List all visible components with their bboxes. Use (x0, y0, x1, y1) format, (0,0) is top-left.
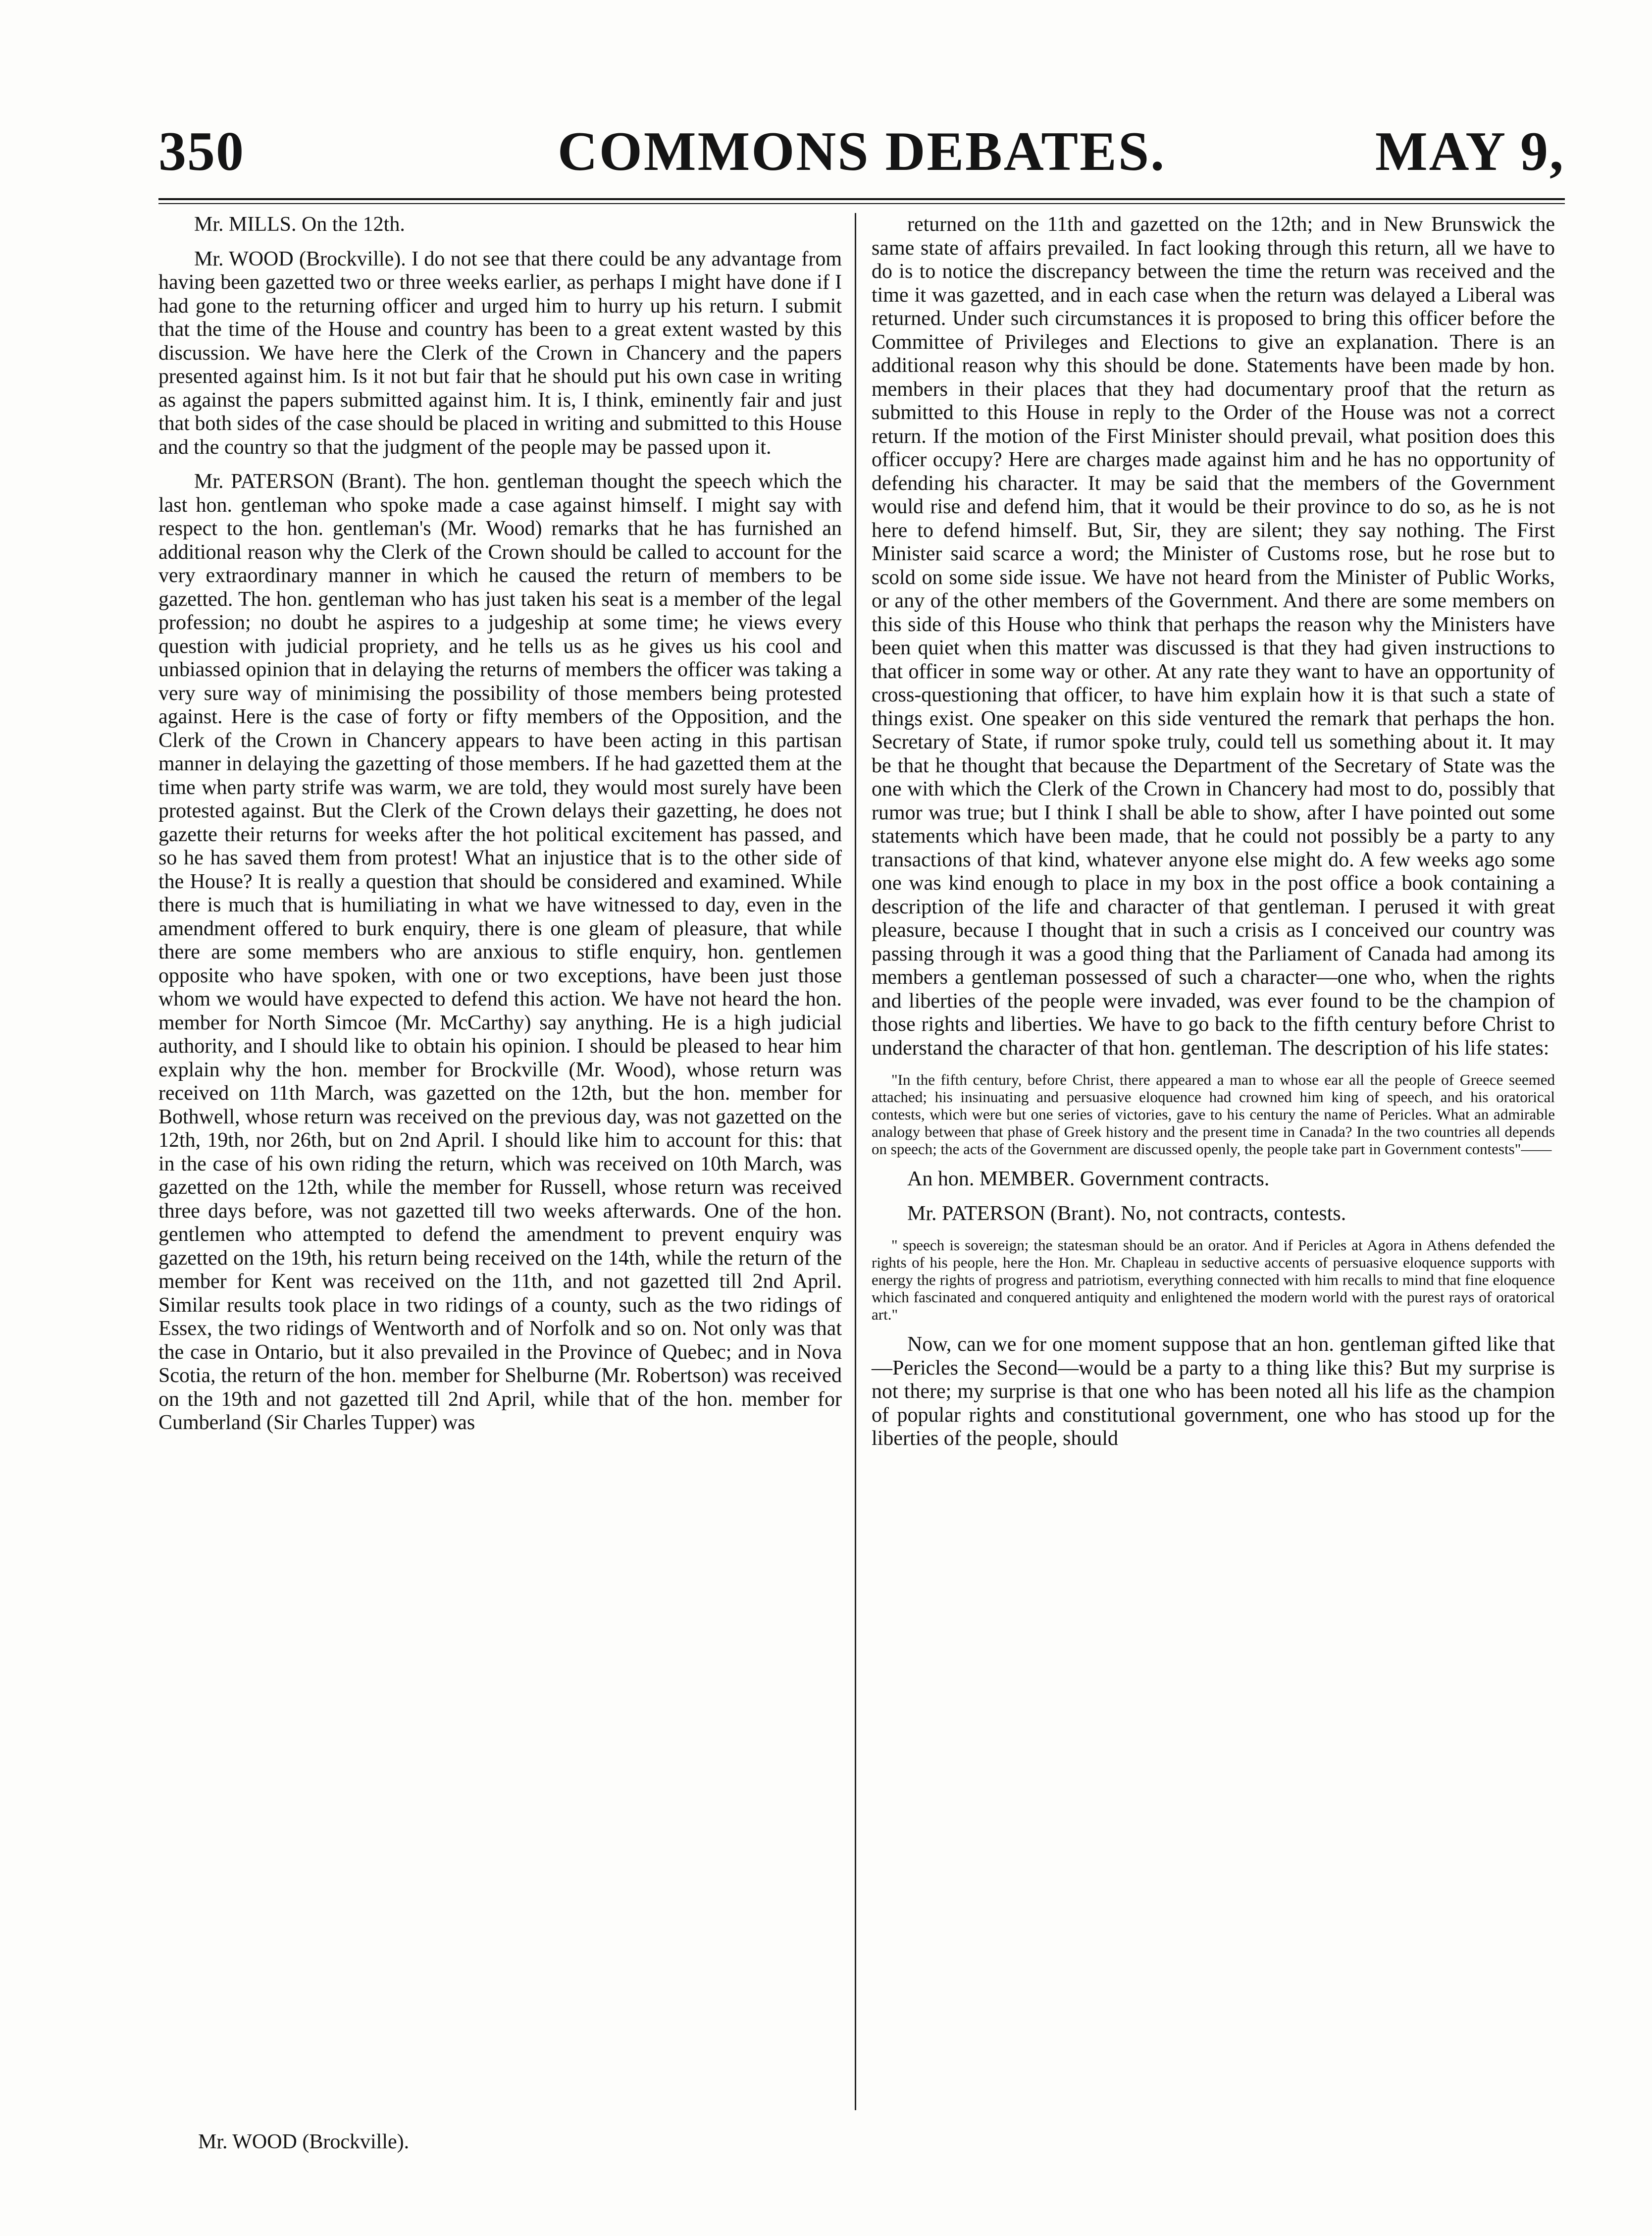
paragraph: Mr. MILLS. On the 12th. (194, 213, 405, 236)
block-quote: " speech is sovereign; the statesman should be an orator. And if Pericles at Agora in Athens defended the rights of his people, here the Hon. Mr. Chapleau in seductive accents of persuasive eloquence supports with energy the rights of progress and patriotism, everything connected with him recalls to mind that fine eloquence which fascinated and conquered antiquity and enlightened the modern world with the purest rays of oratorical art." (872, 1236, 1555, 1323)
header-rule (158, 198, 1565, 200)
paragraph: Mr. PATERSON (Brant). The hon. gentleman thought the speech which the last hon. gentleman who spoke made a case against himself. I might say with respect to the hon. gentleman's (Mr. Wood) remarks that he has furnished an additional reason why the Clerk of the Crown should be called to account for the very extraordinary manner in which he caused the return of members to be gazetted. The hon. gentleman who has just taken his seat is a member of the legal profession; no doubt he aspires to a judgeship at some time; he views every question with judicial propriety, and he tells us as he gives us his cool and unbiassed opinion that in delaying the returns of members the officer was taking a very sure way of minimising the possibility of those members being protested against. Here is the case of forty or fifty members of the Opposition, and the Clerk of the Crown in Chancery appears to have been acting in this partisan manner in delaying the gazetting of those members. If he had gazetted them at the time when party strife was warm, we are told, they would most surely have been protested against. But the Clerk of the Crown delays their gazetting, he does not gazette their returns for weeks after the hot political excitement has passed, and so he has saved them from protest! What an injustice that is to the other side of the House? It is really a question that should be considered and examined. While there is much that is humiliating in what we have witnessed to day, even in the amendment offered to burk enquiry, there is one gleam of pleasure, that while there are some members who are anxious to stifle enquiry, hon. gentlemen opposite who have spoken, with one or two exceptions, have been just those whom we would have expected to defend this action. We have not heard the hon. member for North Simcoe (Mr. McCarthy) say anything. He is a high judicial authority, and I should like to obtain his opinion. I should be pleased to hear him explain why the hon. member for Brockville (Mr. Wood), whose return was received on 11th March, was gazetted on the 12th, but the hon. member for Bothwell, whose return was received on the previous day, was not gazetted on the 12th, 19th, nor 26th, but on 2nd April. I should like him to account for this: that in the case of his own riding the return, which was received on 10th March, was gazetted on the 12th, while the member for Russell, whose return was received three days before, was not gazetted till two weeks afterwards. One of the hon. gentlemen who attempted to defend the amendment to prevent enquiry was gazetted on the 19th, his return being received on the 14th, while the return of the member for Kent was received on the 11th, and not gazetted till 2nd April. Similar results took place in two ridings of a county, such as the two ridings of Essex, the two ridings of Wentworth and of Norfolk and so on. Not only was that the case in Ontario, but it also prevailed in the Province of Quebec; and in Nova Scotia, the return of the hon. member for Shelburne (Mr. Robertson) was received on the 19th and not gazetted till 2nd April, while that of the hon. member for Cumberland (Sir Charles Tupper) was (158, 470, 842, 1434)
column-divider (855, 213, 856, 2110)
interjection: Mr. PATERSON (Brant). No, not contracts, contests. (907, 1202, 1346, 1225)
footer-speaker: Mr. WOOD (Brockville). (198, 2130, 410, 2153)
page-number: 350 (158, 121, 245, 182)
page-date: MAY 9, (1375, 121, 1565, 182)
left-column (158, 213, 842, 1446)
page-title: COMMONS DEBATES. (557, 121, 1166, 182)
page-header (158, 115, 1565, 194)
header-rule-thin (158, 203, 1565, 204)
interjection: An hon. MEMBER. Government contracts. (907, 1168, 1270, 1190)
paragraph: returned on the 11th and gazetted on the 12th; and in New Brunswick the same state of affairs prevailed. In fact looking through this return, all we have to do is to notice the discrepancy between the time the return was received and the time it was gazetted, and in each case when the return was delayed a Liberal was returned. Under such circumstances it is proposed to bring this officer before the Committee of Privileges and Elections to give an explanation. There is an additional reason why this should be done. Statements have been made by hon. members in their places that they had documentary proof that the return as submitted to this House in reply to the Order of the House was not a correct return. If the motion of the First Minister should prevail, what position does this officer occupy? Here are charges made against him and he has no opportunity of defending his character. It may be said that the members of the Government would rise and defend him, that it would be their province to do so, as he is not here to defend himself. But, Sir, they are silent; they say nothing. The First Minister said scarce a word; the Minister of Customs rose, but he rose but to scold on some side issue. We have not heard from the Minister of Public Works, or any of the other members of the Government. And there are some members on this side of this House who think that perhaps the reason why the Ministers have been quiet when this matter was discussed is that they had given instructions to that officer in some way or other. At any rate they want to have an opportunity of cross-questioning that officer, to have him explain how it is that such a state of things exist. One speaker on this side ventured the remark that perhaps the hon. Secretary of State, if rumor spoke truly, could tell us something about it. It may be that he thought that because the Department of the Secretary of State was the one with which the Clerk of the Crown in Chancery had most to do, possibly that rumor was true; but I think I shall be able to show, after I have pointed out some statements which have been made, that he could not possibly be a party to any transactions of that kind, whatever anyone else might do. A few weeks ago some one was kind enough to place in my box in the post office a book containing a description of the life and character of that gentleman. I perused it with great pleasure, because I thought that in such a crisis as I conceived our country was passing through it was a good thing that the Parliament of Canada had among its members a gentleman possessed of such a character—one who, when the rights and liberties of the people were invaded, was ever found to be the champion of those rights and liberties. We have to go back to the fifth century before Christ to understand the character of that hon. gentleman. The description of his life states: (872, 213, 1555, 1060)
block-quote: "In the fifth century, before Christ, there appeared a man to whose ear all the people of Greece seemed attached; his insinuating and persuasive eloquence had crowned him king of speech, and his oratorical contests, which were but one series of victories, gave to his century the name of Pericles. What an admirable analogy between that phase of Greek history and the present time in Canada? In the two countries all depends on speech; the acts of the Government are discussed openly, the people take part in Government contests"—— (872, 1071, 1555, 1158)
paragraph: Now, can we for one moment suppose that an hon. gentleman gifted like that—Pericles the Second—would be a party to a thing like this? But my surprise is not there; my surprise is that one who has been noted all his life as the champion of popular rights and constitutional government, one who has stood up for the liberties of the people, should (872, 1333, 1555, 1450)
paragraph: Mr. WOOD (Brockville). I do not see that there could be any advantage from having been gazetted two or three weeks earlier, as perhaps I might have done if I had gone to the returning officer and urged him to hurry up his return. I submit that the time of the House and country has been to a great extent wasted by this discussion. We have here the Clerk of the Crown in Chancery and the papers presented against him. Is it not but fair that he should put his own case in writing as against the papers submitted against him. It is, I think, eminently fair and just that both sides of the case should be placed in writing and submitted to this House and the country so that the judgment of the people may be passed upon it. (158, 247, 842, 459)
right-column (872, 213, 1555, 1462)
